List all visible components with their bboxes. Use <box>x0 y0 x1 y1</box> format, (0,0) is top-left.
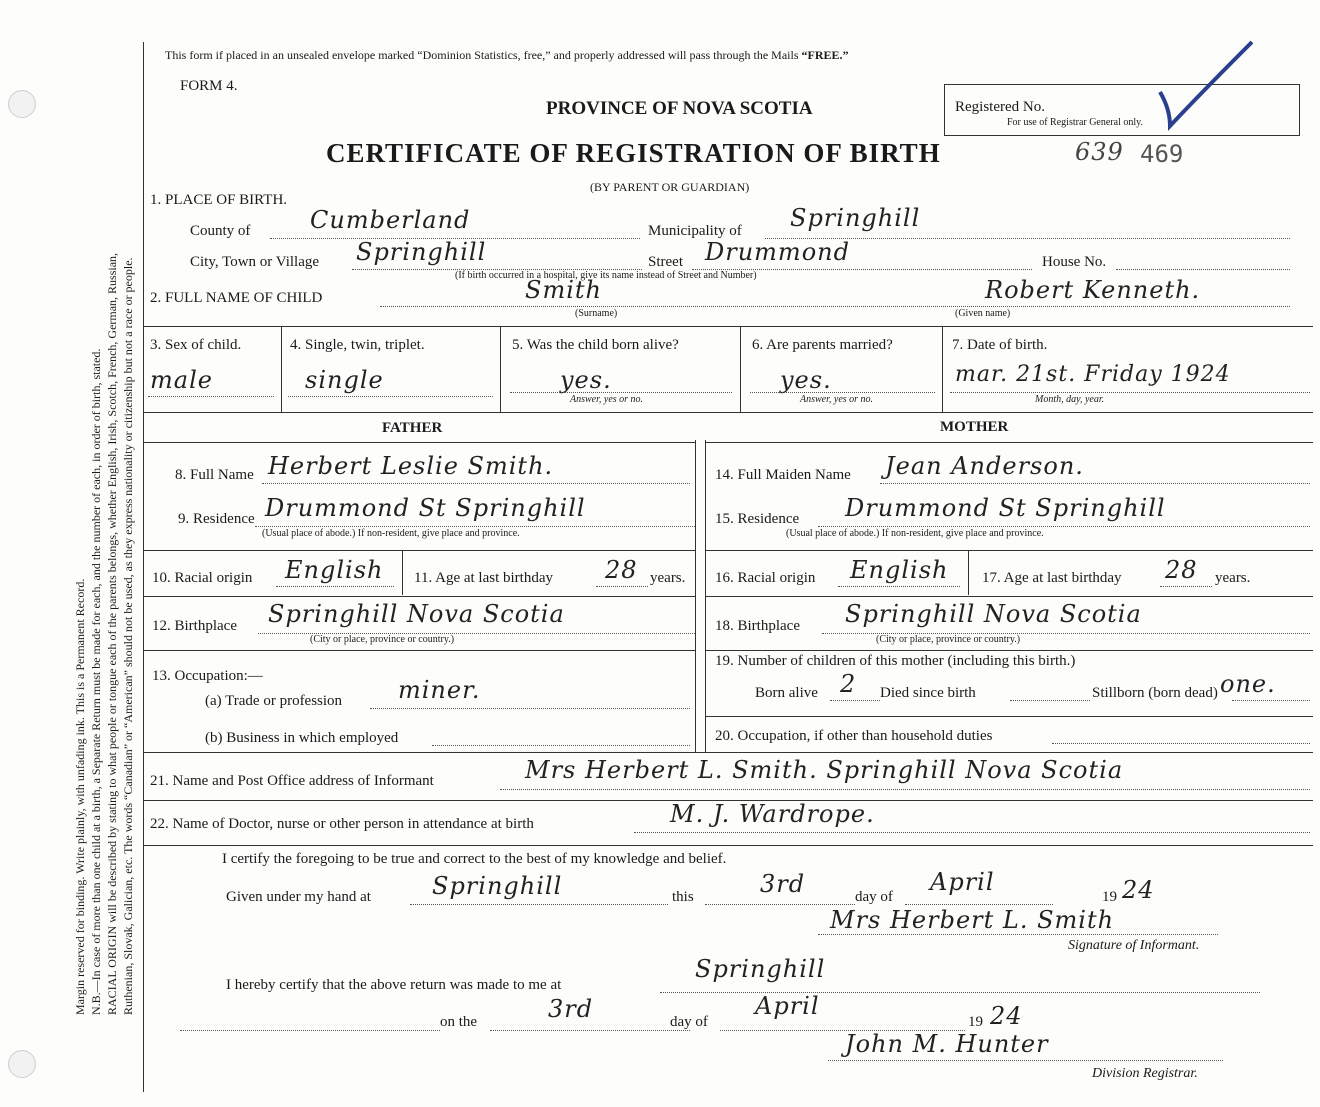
mother-years: years. <box>1215 570 1251 586</box>
place-of-birth-label: 1. PLACE OF BIRTH. <box>150 192 288 208</box>
mother-occupation-label: 20. Occupation, if other than household duties <box>715 728 993 744</box>
sex-label: 3. Sex of child. <box>150 337 242 353</box>
registered-label: Registered No. <box>955 99 1045 115</box>
father-race: English <box>285 556 384 584</box>
given-month: April <box>930 868 995 896</box>
mother-birthplace: Springhill Nova Scotia <box>845 600 1142 628</box>
registrar-signature: John M. Hunter <box>845 1030 1049 1058</box>
form-number: FORM 4. <box>180 78 238 94</box>
born-alive-hint: Answer, yes or no. <box>570 394 644 405</box>
father-age: 28 <box>605 556 638 584</box>
informant-value: Mrs Herbert L. Smith. Springhill Nova Scotia <box>525 756 1124 784</box>
trade-value: miner. <box>398 676 481 704</box>
mother-heading: MOTHER <box>940 419 1009 435</box>
registrar-statement: I hereby certify that the above return was made to me at <box>226 977 562 993</box>
given-year-prefix: 19 <box>1102 889 1117 905</box>
street-value: Drummond <box>705 238 850 266</box>
dob-hint: Month, day, year. <box>1035 394 1105 405</box>
mother-residence-label: 15. Residence <box>715 511 800 527</box>
children-count-label: 19. Number of children of this mother (including this birth.) <box>715 653 1076 669</box>
hospital-note: (If birth occurred in a hospital, give its name instead of Street and Number) <box>455 270 757 281</box>
province-title: PROVINCE OF NOVA SCOTIA <box>546 98 813 119</box>
plurality-value: single <box>305 366 384 394</box>
county-label: County of <box>190 223 251 239</box>
municipality-value: Springhill <box>790 204 921 232</box>
father-heading: FATHER <box>382 420 443 436</box>
given-place: Springhill <box>432 872 563 900</box>
registrar-year: 24 <box>990 1002 1023 1030</box>
father-name-label: 8. Full Name <box>175 467 254 483</box>
business-label: (b) Business in which employed <box>205 730 399 746</box>
doctor-label: 22. Name of Doctor, nurse or other person in attendance at birth <box>150 816 534 832</box>
father-birthplace: Springhill Nova Scotia <box>268 600 565 628</box>
trade-label: (a) Trade or profession <box>205 693 343 709</box>
child-name-label: 2. FULL NAME OF CHILD <box>150 290 323 306</box>
county-value: Cumberland <box>310 206 471 234</box>
father-birthplace-label: 12. Birthplace <box>152 618 237 634</box>
city-label: City, Town or Village <box>190 254 320 270</box>
binding-hole <box>8 90 36 118</box>
registrar-use-note: For use of Registrar General only. <box>1007 117 1143 128</box>
given-name-label: (Given name) <box>955 308 1011 319</box>
married-label: 6. Are parents married? <box>752 337 893 353</box>
mother-name-label: 14. Full Maiden Name <box>715 467 851 483</box>
married-value: yes. <box>780 366 832 394</box>
dob-value: mar. 21st. Friday 1924 <box>955 362 1231 387</box>
handwritten-number: 639 <box>1075 138 1124 166</box>
stillborn-label: Stillborn (born dead) <box>1092 685 1218 701</box>
city-value: Springhill <box>356 238 487 266</box>
died-since-birth-label: Died since birth <box>880 685 976 701</box>
doctor-value: M. J. Wardrope. <box>670 800 875 828</box>
certificate-title: CERTIFICATE OF REGISTRATION OF BIRTH <box>326 138 941 168</box>
registrar-place: Springhill <box>695 955 826 983</box>
father-occupation-label: 13. Occupation:— <box>152 668 263 684</box>
born-alive-count: 2 <box>840 670 857 698</box>
mother-race-label: 16. Racial origin <box>715 570 816 586</box>
given-under-hand-label: Given under my hand at <box>226 889 371 905</box>
stillborn-count: one. <box>1220 670 1276 698</box>
street-label: Street <box>648 254 683 270</box>
father-residence-hint: (Usual place of abode.) If non-resident, give place and province. <box>262 528 520 539</box>
division-registrar-label: Division Registrar. <box>1092 1066 1198 1081</box>
registrar-year-prefix: 19 <box>968 1014 983 1030</box>
plurality-label: 4. Single, twin, triplet. <box>290 337 425 353</box>
father-name: Herbert Leslie Smith. <box>268 452 554 480</box>
father-years: years. <box>650 570 686 586</box>
given-day: 3rd <box>760 870 806 898</box>
day-of-label: day of <box>855 889 893 905</box>
born-alive-value: yes. <box>560 366 612 394</box>
child-surname: Smith <box>525 276 602 304</box>
registrar-day-of-label: day of <box>670 1014 708 1030</box>
born-alive-count-label: Born alive <box>755 685 818 701</box>
father-residence-label: 9. Residence <box>178 511 255 527</box>
mail-notice: This form if placed in an unsealed envelope marked “Dominion Statistics, free,” and properly addressed will pass through the Mails “FREE.” <box>165 48 849 62</box>
stamp-number: 469 <box>1140 140 1184 168</box>
informant-signature: Mrs Herbert L. Smith <box>830 906 1115 934</box>
mother-age: 28 <box>1165 556 1198 584</box>
margin-rule <box>143 42 144 1092</box>
surname-label: (Surname) <box>575 308 618 319</box>
married-hint: Answer, yes or no. <box>800 394 874 405</box>
mother-age-label: 17. Age at last birthday <box>982 570 1122 586</box>
margin-note: Margin reserved for binding. Write plainly, with unfading ink. This is a Permanent Record. N.B.—In case of more than one child at a birth, a Separate Return must be made for each, and the number of each, in order of birth, stated. RACIAL ORIGIN will be described by stating to what people or tongue each of the parents belongs, whether English, Irish, Scotch, French, German, Russian, Ruthenian, Slovak, Galician, etc. The words “Canadian” or “American” should not be used, as they express nationality or citizenship but not a race or people. <box>73 252 135 1015</box>
father-race-label: 10. Racial origin <box>152 570 253 586</box>
mother-race: English <box>850 556 949 584</box>
father-age-label: 11. Age at last birthday <box>414 570 553 586</box>
subtitle: (BY PARENT OR GUARDIAN) <box>590 180 750 194</box>
father-residence: Drummond St Springhill <box>265 494 586 522</box>
signature-informant-label: Signature of Informant. <box>1068 938 1200 953</box>
mother-residence: Drummond St Springhill <box>845 494 1166 522</box>
dob-label: 7. Date of birth. <box>952 337 1048 353</box>
municipality-label: Municipality of <box>648 223 742 239</box>
born-alive-label: 5. Was the child born alive? <box>512 337 679 353</box>
father-birthplace-hint: (City or place, province or country.) <box>310 634 455 645</box>
house-label: House No. <box>1042 254 1107 270</box>
registrar-month: April <box>755 992 820 1020</box>
mother-birthplace-label: 18. Birthplace <box>715 618 800 634</box>
mother-birthplace-hint: (City or place, province or country.) <box>876 634 1021 645</box>
given-year: 24 <box>1122 876 1155 904</box>
certify-statement: I certify the foregoing to be true and correct to the best of my knowledge and belief. <box>222 851 727 867</box>
check-mark-icon <box>1140 34 1260 134</box>
child-given-name: Robert Kenneth. <box>985 276 1201 304</box>
registrar-day: 3rd <box>548 995 594 1023</box>
sex-value: male <box>150 366 213 394</box>
mother-name: Jean Anderson. <box>885 452 1084 480</box>
this-label: this <box>672 889 694 905</box>
on-the-label: on the <box>440 1014 478 1030</box>
mother-residence-hint: (Usual place of abode.) If non-resident, give place and province. <box>786 528 1044 539</box>
binding-hole <box>8 1050 36 1078</box>
informant-label: 21. Name and Post Office address of Informant <box>150 773 434 789</box>
